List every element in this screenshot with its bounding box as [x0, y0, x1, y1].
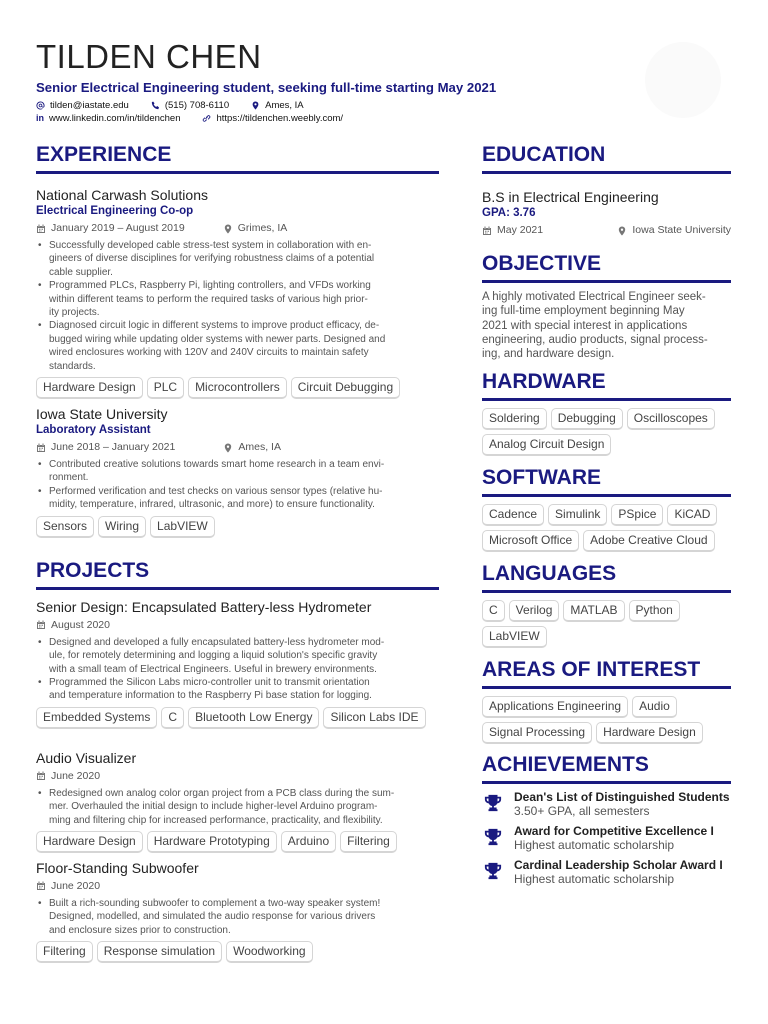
entry-location [223, 440, 281, 455]
skill-tag: Filtering [36, 941, 93, 963]
skill-tag: Cadence [482, 504, 544, 526]
calendar-icon [482, 226, 492, 236]
skill-tag: Microsoft Office [482, 530, 579, 552]
bullet-line: gineers of diverse disciplines for verifying robustness claims of a potential [49, 253, 375, 265]
dates-text: June 2018 – January 2021 [51, 441, 176, 454]
software-heading: SOFTWARE [482, 465, 731, 497]
resume-header [36, 38, 636, 125]
link-icon [202, 114, 211, 123]
avatar [645, 42, 721, 118]
entry-school [617, 223, 731, 238]
bullet-list [36, 787, 439, 827]
entry-role: Laboratory Assistant [36, 424, 151, 437]
hardware-tags [482, 408, 731, 456]
entry-meta [482, 223, 731, 238]
bullet-line: Redesigned own analog color organ project from a PCB class during the sum- [49, 787, 395, 799]
skill-tag: Python [629, 600, 680, 622]
map-pin-icon [617, 226, 627, 236]
bullet-line: ming and filtering chip for increased performance, practicality, and flexibility. [49, 814, 383, 826]
bullet-line: ronment. [49, 472, 89, 484]
bullet-line: Diagnosed circuit logic in different systems to improve product efficacy, de- [49, 320, 380, 332]
bullet-item [36, 319, 439, 373]
school-text: Iowa State University [632, 224, 731, 236]
bullet-line: Built a rich-sounding subwoofer to complement a two-way speaker system! [49, 897, 381, 909]
bullet-line: bugged wiring while updating older systems with newer parts. Designed and [49, 333, 386, 345]
skill-tag: Hardware Prototyping [147, 831, 277, 853]
phone-text: (515) 708-6110 [164, 100, 230, 111]
bullet-line: standards. [49, 360, 96, 372]
skill-tag: Circuit Debugging [291, 377, 400, 399]
bullet-item [36, 458, 439, 485]
dates-text: May 2021 [497, 224, 544, 236]
achievements-list [482, 790, 731, 886]
skill-tags [36, 377, 439, 399]
dates-text: June 2020 [51, 769, 101, 782]
skill-tag: Bluetooth Low Energy [188, 707, 319, 729]
skill-tag: LabVIEW [482, 626, 547, 648]
dates-text: June 2020 [51, 879, 101, 892]
skill-tag: Soldering [482, 408, 547, 430]
email-text: tilden@iastate.edu [50, 100, 129, 111]
bullet-line: ule, for remotely determining and logging a liquid solution's specific gravity [49, 650, 378, 662]
bullet-line: wired enclosures working with 120V and 240V circuits to maintain safety [49, 347, 369, 359]
bullet-line: Designed, modelled, and simulated the audio response for various drivers [49, 911, 376, 923]
bullet-item [36, 239, 439, 279]
software-tags [482, 504, 731, 552]
email-contact[interactable] [36, 99, 129, 112]
entry-dates [36, 221, 185, 236]
bullet-line: with a small team of Electrical Engineers. Useful in brewery environments. [49, 663, 377, 675]
skill-tags [36, 831, 439, 853]
at-icon [36, 101, 45, 110]
map-pin-icon [251, 101, 260, 110]
skill-tag: KiCAD [667, 504, 717, 526]
project-name: Floor-Standing Subwoofer [36, 859, 199, 876]
achievement-title: Dean's List of Distinguished Students [514, 790, 730, 805]
bullet-line: Programmed PLCs, Raspberry Pi, lighting controllers, and VFDs working [49, 280, 371, 292]
skill-tag: Verilog [509, 600, 560, 622]
bullet-item [36, 787, 439, 827]
achievement-desc: Highest automatic scholarship [514, 872, 675, 887]
skill-tag: Debugging [551, 408, 623, 430]
skill-tag: PSpice [611, 504, 663, 526]
objective-text [482, 290, 731, 361]
achievements-heading: ACHIEVEMENTS [482, 752, 731, 784]
objective-line: ing, and hardware design. [482, 348, 615, 361]
trophy-icon [484, 828, 502, 846]
skill-tag: Adobe Creative Cloud [583, 530, 714, 552]
entry-org: Iowa State University [36, 406, 168, 423]
hardware-heading: HARDWARE [482, 369, 731, 401]
linkedin-icon: in [36, 113, 44, 123]
interest-tags [482, 696, 731, 744]
achievement-desc: 3.50+ GPA, all semesters [514, 804, 650, 819]
skill-tag: Woodworking [226, 941, 312, 963]
skill-tag: MATLAB [563, 600, 624, 622]
skill-tags [36, 516, 439, 538]
bullet-line: Contributed creative solutions towards smart home research in a team envi- [49, 459, 385, 471]
objective-line: ing full-time employment beginning May [482, 305, 685, 318]
skill-tag: Filtering [340, 831, 397, 853]
project-entry [36, 859, 439, 963]
entry-meta [36, 769, 439, 784]
bullet-item [36, 279, 439, 319]
project-name: Audio Visualizer [36, 749, 137, 766]
education-heading: EDUCATION [482, 142, 731, 174]
bullet-list [36, 636, 439, 703]
achievement-title: Award for Competitive Excellence I [514, 824, 714, 839]
bullet-line: Performed verification and test checks on various sensor types (relative hu- [49, 485, 383, 497]
bullet-item [36, 897, 439, 937]
interests-heading: AREAS OF INTEREST [482, 657, 731, 689]
achievement-item [482, 824, 731, 852]
bullet-line: and temperature information to the Raspberry Pi base station for logging. [49, 690, 372, 702]
skill-tag: Wiring [98, 516, 146, 538]
location-text: Grimes, IA [237, 222, 288, 234]
skill-tag: Applications Engineering [482, 696, 628, 718]
degree: B.S in Electrical Engineering [482, 189, 659, 205]
bullet-line: cable supplier. [49, 266, 113, 278]
calendar-icon [36, 224, 46, 234]
entry-meta [36, 440, 439, 455]
objective-line: A highly motivated Electrical Engineer seek- [482, 291, 706, 303]
project-entry [36, 749, 439, 853]
linkedin-contact[interactable] [36, 112, 180, 125]
skill-tags [36, 941, 439, 963]
skill-tag: Embedded Systems [36, 707, 157, 729]
trophy-icon [484, 794, 502, 812]
objective-line: engineering, audio products, signal process- [482, 333, 708, 346]
entry-meta [36, 221, 439, 236]
location-text: Ames, IA [265, 100, 304, 111]
location-text: Ames, IA [238, 441, 281, 454]
map-pin-icon [223, 224, 233, 234]
linkedin-text: www.linkedin.com/in/tildenchen [49, 113, 181, 124]
calendar-icon [36, 771, 46, 781]
entry-dates [36, 879, 100, 894]
website-contact[interactable] [202, 112, 343, 125]
project-name: Senior Design: Encapsulated Battery-less Hydrometer [36, 598, 372, 615]
objective-heading: OBJECTIVE [482, 251, 731, 283]
entry-meta [36, 879, 439, 894]
entry-dates [36, 440, 175, 455]
calendar-icon [36, 881, 46, 891]
skill-tag: Analog Circuit Design [482, 434, 611, 456]
skill-tag: LabVIEW [150, 516, 215, 538]
project-entry [36, 598, 439, 729]
skill-tag: Simulink [548, 504, 607, 526]
languages-heading: LANGUAGES [482, 561, 731, 593]
bullet-line: and enclosure sizes prior to construction. [49, 924, 231, 936]
bullet-item [36, 485, 439, 512]
skill-tags [36, 707, 439, 729]
objective-line: 2021 with special interest in applications [482, 319, 688, 332]
language-tags [482, 600, 731, 648]
experience-heading: EXPERIENCE [36, 142, 439, 174]
phone-icon [151, 101, 160, 110]
skill-tag: Silicon Labs IDE [323, 707, 425, 729]
bullet-line: midity, temperature, infrared, ultrasonic, and more) to ensure functionality. [49, 499, 375, 511]
skill-tag: Oscilloscopes [627, 408, 715, 430]
skill-tag: Audio [632, 696, 677, 718]
phone-contact[interactable] [151, 99, 229, 112]
contact-info [36, 99, 636, 125]
entry-org: National Carwash Solutions [36, 187, 208, 203]
bullet-line: within different teams to perform the required tasks of various high prior- [49, 293, 368, 305]
bullet-line: ity projects. [49, 307, 100, 319]
entry-location [223, 221, 288, 236]
website-text: https://tildenchen.weebly.com/ [216, 113, 344, 124]
skill-tag: Sensors [36, 516, 94, 538]
projects-heading: PROJECTS [36, 558, 439, 590]
bullet-item [36, 676, 439, 703]
entry-meta [36, 618, 439, 633]
bullet-line: Successfully developed cable stress-test system in collaboration with en- [49, 240, 372, 251]
dates-text: August 2020 [51, 618, 110, 631]
entry-dates [36, 769, 100, 784]
left-column [36, 142, 439, 963]
experience-entry [36, 186, 439, 399]
achievement-item [482, 858, 731, 886]
location-contact [251, 99, 304, 112]
entry-dates [36, 618, 110, 633]
gpa: GPA: 3.76 [482, 207, 536, 219]
bullet-line: Designed and developed a fully encapsulated battery-less hydrometer mod- [49, 636, 385, 648]
skill-tag: Hardware Design [36, 831, 143, 853]
entry-role: Electrical Engineering Co-op [36, 205, 194, 217]
bullet-line: Programmed the Silicon Labs micro-controller unit to transmit orientation [49, 676, 370, 688]
map-pin-icon [223, 443, 233, 453]
experience-entry [36, 405, 439, 538]
bullet-list [36, 239, 439, 373]
education-entry [482, 188, 731, 238]
bullet-list [36, 897, 439, 937]
right-column [482, 142, 731, 886]
skill-tag: C [482, 600, 505, 622]
skill-tag: Hardware Design [36, 377, 143, 399]
skill-tag: PLC [147, 377, 184, 399]
bullet-line: mer. Overhauled the initial design to include higher-level Arduino program- [49, 801, 378, 813]
tagline: Senior Electrical Engineering student, seeking full-time starting May 2021 [36, 80, 497, 95]
achievement-item [482, 790, 731, 818]
candidate-name: TILDEN CHEN [36, 38, 262, 75]
bullet-list [36, 458, 439, 512]
trophy-icon [484, 862, 502, 880]
calendar-icon [36, 620, 46, 630]
skill-tag: Microcontrollers [188, 377, 287, 399]
skill-tag: Signal Processing [482, 722, 592, 744]
skill-tag: C [161, 707, 184, 729]
bullet-item [36, 636, 439, 676]
skill-tag: Response simulation [97, 941, 222, 963]
dates-text: January 2019 – August 2019 [51, 222, 185, 234]
achievement-title: Cardinal Leadership Scholar Award I [514, 858, 723, 873]
skill-tag: Arduino [281, 831, 336, 853]
achievement-desc: Highest automatic scholarship [514, 838, 675, 853]
skill-tag: Hardware Design [596, 722, 703, 744]
calendar-icon [36, 443, 46, 453]
entry-dates [482, 223, 543, 238]
